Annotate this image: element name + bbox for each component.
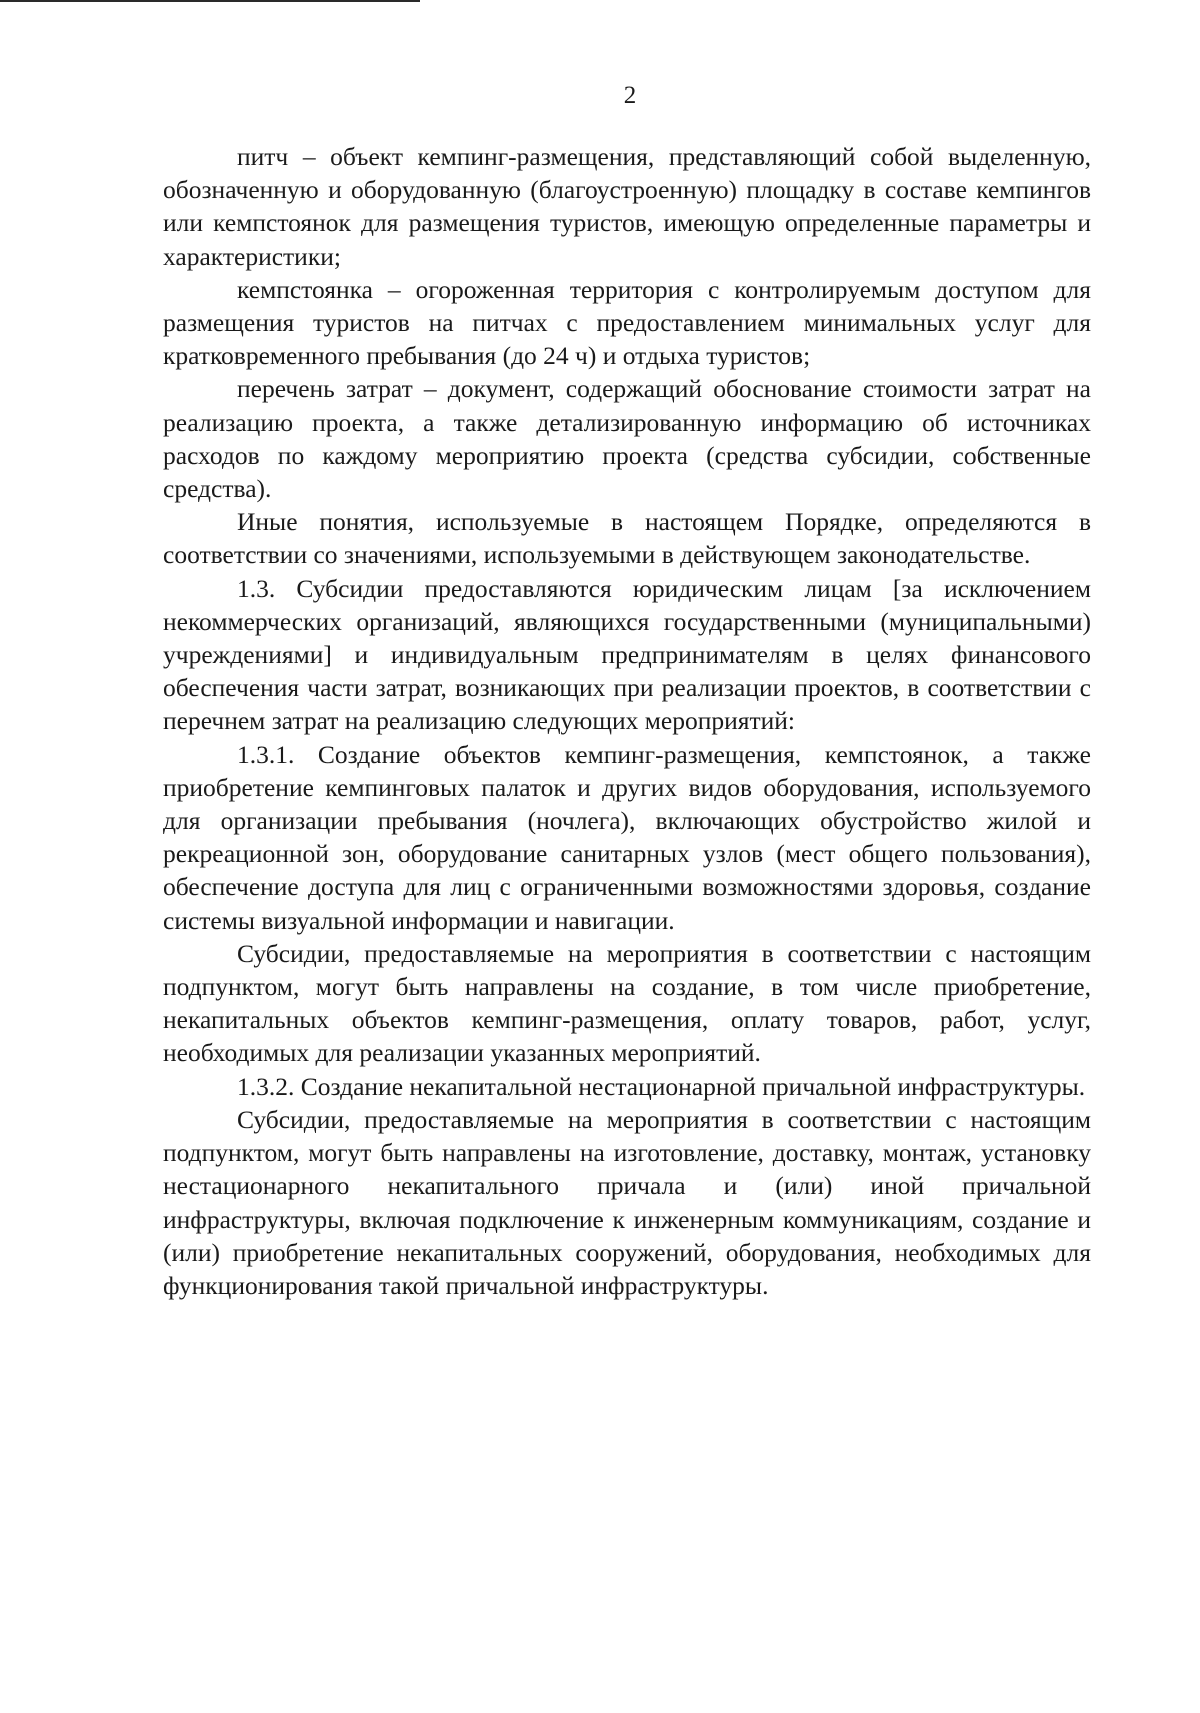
paragraph-campsite-definition: кемпстоянка – огороженная территория с контролируемым доступом для размещения туристов на питчах с предоставлением минимальных услуг для кратковременного пребывания (до 24 ч) и отдыха туристов; bbox=[163, 274, 1091, 371]
paragraph-section-1-3: 1.3. Субсидии предоставляются юридическим лицам [за исключением некоммерческих организаций, являющихся государственными (муниципальными) учреждениями] и индивидуальным предпринимателям в целях финансового обеспечения части затрат, возникающих при реализации проектов, в соответствии с перечнем затрат на реализацию следующих мероприятий: bbox=[163, 573, 1091, 736]
page-number: 2 bbox=[623, 82, 637, 109]
document-body bbox=[163, 140, 1091, 1302]
paragraph-section-1-3-2: 1.3.2. Создание некапитальной нестационарной причальной инфраструктуры. bbox=[237, 1071, 1086, 1101]
paragraph-cost-list-definition: перечень затрат – документ, содержащий обоснование стоимости затрат на реализацию проекта, а также детализированную информацию об источниках расходов по каждому мероприятию проекта (средства субсидии, собственные средства). bbox=[163, 374, 1091, 504]
paragraph-other-terms: Иные понятия, используемые в настоящем Порядке, определяются в соответствии со значениями, используемыми в действующем законодательстве. bbox=[163, 507, 1091, 570]
paragraph-subsidies-1-3-1: Субсидии, предоставляемые на мероприятия в соответствии с настоящим подпунктом, могут быть направлены на создание, в том числе приобретение, некапитальных объектов кемпинг-размещения, оплату товаров, работ, услуг, необходимых для реализации указанных мероприятий. bbox=[163, 938, 1091, 1068]
paragraph-pitch-definition: питч – объект кемпинг-размещения, представляющий собой выделенную, обозначенную и оборудованную (благоустроенную) площадку в составе кемпингов или кемпстоянок для размещения туристов, имеющую определенные параметры и характеристики; bbox=[163, 142, 1091, 271]
paragraph-subsidies-1-3-2: Субсидии, предоставляемые на мероприятия в соответствии с настоящим подпунктом, могут быть направлены на изготовление, доставку, монтаж, установку нестационарного некапитального причала и (или) иной причальной инфраструктуры, включая подключение к инженерным коммуникациям, создание и (или) приобретение некапитальных сооружений, оборудования, необходимых для функционирования такой причальной инфраструктуры. bbox=[163, 1104, 1091, 1300]
paragraph-section-1-3-1: 1.3.1. Создание объектов кемпинг-размещения, кемпстоянок, а также приобретение кемпинговых палаток и других видов оборудования, используемого для организации пребывания (ночлега), включающих обустройство жилой и рекреационной зон, оборудование санитарных узлов (мест общего пользования), обеспечение доступа для лиц с ограниченными возможностями здоровья, создание системы визуальной информации и навигации. bbox=[163, 739, 1091, 935]
top-border-line bbox=[0, 0, 420, 2]
